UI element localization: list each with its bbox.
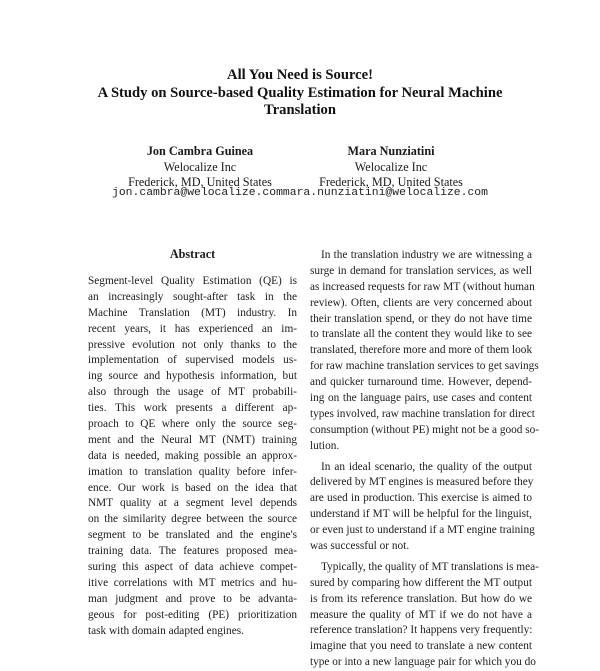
intro-line: delivered by MT engines is measured before they <box>310 476 534 489</box>
intro-line: consumption (without PE) might not be a good so- <box>310 423 540 436</box>
intro-line: measure the quality of MT if we do not have a <box>310 608 532 621</box>
abstract-line: an increasingly sought-after task in the <box>88 290 297 303</box>
abstract-line: pressive evolution not only thanks to the <box>88 338 297 351</box>
abstract-heading: Abstract <box>169 247 216 261</box>
intro-line: is from its reference translation. But how do we <box>310 592 532 605</box>
abstract-line: proach to QE where only the source seg- <box>88 418 297 431</box>
author-affiliation: Welocalize Inc <box>354 159 428 174</box>
intro-line: and quicker turnaround time. However, depend- <box>310 376 532 389</box>
intro-line: review). Often, clients are very concerned about <box>310 296 532 309</box>
author-emails: jon.cambra@welocalize.commara.nunziatini@welocalize.com <box>112 187 488 199</box>
intro-line: for raw machine translation services to get savings <box>310 360 539 373</box>
title-line-1: All You Need is Source! <box>227 67 373 83</box>
abstract-column <box>88 246 297 639</box>
abstract-line: man judgment and prove to be advanta- <box>88 592 297 605</box>
abstract-line: task with domain adapted engines. <box>88 624 244 637</box>
intro-line: reference translation? It happens very frequently: <box>310 624 533 637</box>
intro-line: type or into a new language pair for which you do <box>310 656 536 669</box>
intro-line: sured by comparing how different the MT output <box>310 576 532 589</box>
intro-line: their translation spend, or they do not have time <box>310 312 532 325</box>
intro-line: are used in production. This exercise is aimed to <box>310 492 532 505</box>
abstract-line: Segment-level Quality Estimation (QE) is <box>88 275 297 287</box>
abstract-line: ence. Our work is based on the idea that <box>88 481 297 494</box>
intro-line: ing on the language pairs, use cases and content <box>310 392 532 405</box>
title-line-3: Translation <box>264 102 336 118</box>
abstract-line: training data. The features proposed mea- <box>88 545 297 558</box>
author-name: Jon Cambra Guinea <box>146 144 254 158</box>
abstract-line: NMT quality at a segment level depends <box>88 497 297 510</box>
intro-paragraph-3 <box>310 560 539 671</box>
author-1 <box>125 144 275 191</box>
abstract-line: ing source and hypothesis information, but <box>88 370 297 383</box>
abstract-line: implementation of supervised models us- <box>88 354 297 367</box>
abstract-line: suring this aspect of data achieve compet- <box>88 561 297 574</box>
abstract-line: itive correlations with MT metrics and hu- <box>88 576 297 589</box>
intro-paragraph-1 <box>310 248 540 455</box>
intro-line: In the translation industry we are witnessing a <box>321 249 532 261</box>
author-name: Mara Nunziatini <box>347 144 435 158</box>
abstract-line: recent years, it has experienced an im- <box>88 322 297 335</box>
author-2 <box>316 144 466 191</box>
intro-line: as increased requests for raw MT (without human <box>310 280 535 293</box>
abstract-line: geous for post-editing (PE) prioritization <box>88 608 297 621</box>
intro-paragraph-2 <box>310 460 535 555</box>
intro-line: Typically, the quality of MT translations is mea- <box>321 560 539 573</box>
paper-title <box>60 67 540 120</box>
intro-line: imagine that you need to translate a new content <box>310 640 532 653</box>
abstract-body <box>88 274 297 639</box>
intro-line: In an ideal scenario, the quality of the output <box>321 460 532 473</box>
abstract-line: ment and the Neural MT (NMT) training <box>88 433 297 446</box>
abstract-line: on the similarity degree between the source <box>88 513 297 526</box>
intro-line: understand if MT will be helpful for the linguist, <box>310 508 532 521</box>
intro-line: lution. <box>310 439 340 452</box>
abstract-line: ties. This work presents a different ap- <box>88 402 297 415</box>
author-affiliation: Welocalize Inc <box>163 159 237 174</box>
abstract-line: Machine Translation (MT) industry. In <box>88 306 297 319</box>
intro-line: to translate all the content they would like to see <box>310 328 532 341</box>
abstract-line: also through the usage of MT probabili- <box>88 386 297 399</box>
author-location: Frederick, MD, United States <box>128 175 272 189</box>
intro-line: surge in demand for translation services, as well <box>310 264 532 277</box>
abstract-line: segment to be translated and the engine's <box>88 529 297 542</box>
intro-line: or even just to understand if a MT engine training <box>310 524 535 537</box>
author-location: Frederick, MD, United States <box>319 175 463 189</box>
introduction-column <box>310 248 540 671</box>
abstract-line: data is needed, making possible an approx- <box>88 449 297 462</box>
abstract-line: imation to translation quality before infer- <box>88 465 297 478</box>
intro-line: was successful or not. <box>310 540 410 553</box>
title-line-2: A Study on Source-based Quality Estimation for Neural Machine <box>97 84 503 101</box>
intro-line: types involved, raw machine translation for direct <box>310 407 535 420</box>
intro-line: translated, therefore more and more of them look <box>310 344 533 357</box>
